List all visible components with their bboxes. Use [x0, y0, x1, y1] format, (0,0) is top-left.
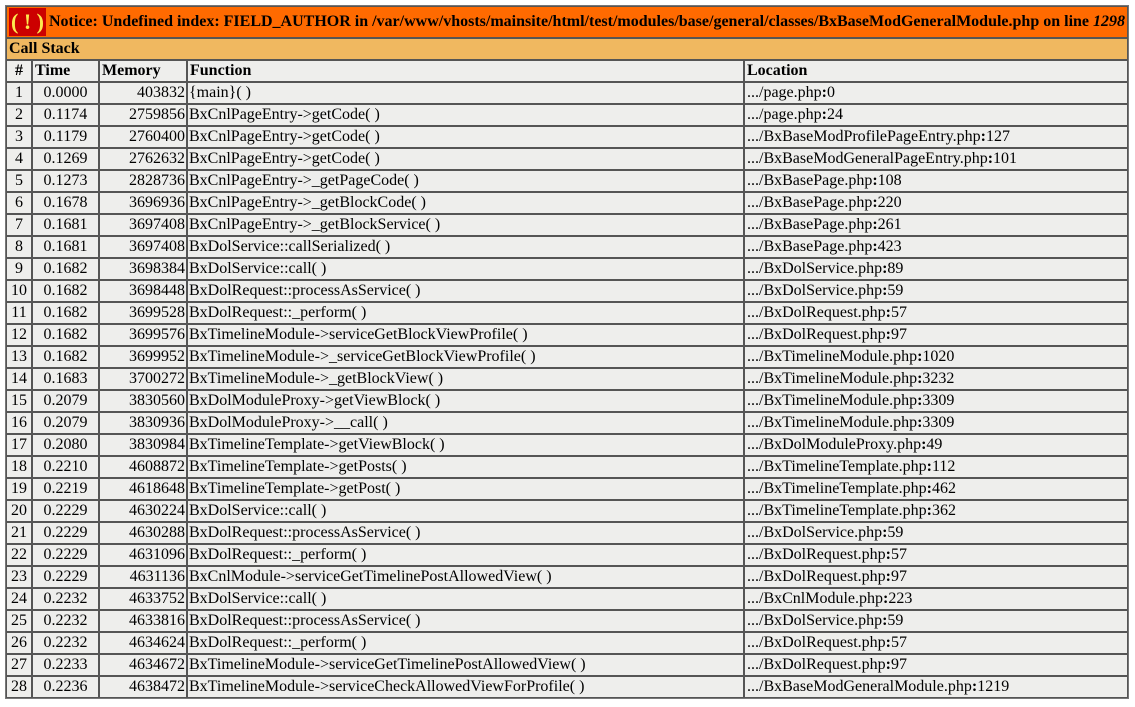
table-row [6, 324, 1128, 346]
location-line: 59 [887, 612, 904, 629]
frame-memory: 3830936 [99, 412, 187, 434]
column-header-index: # [6, 60, 32, 82]
frame-time: 0.1682 [32, 346, 99, 368]
frame-memory: 4633752 [99, 588, 187, 610]
table-row [6, 434, 1128, 456]
location-file: .../BxTimelineTemplate.php [747, 458, 927, 475]
location-file: .../BxDolRequest.php [747, 656, 886, 673]
frame-location [744, 214, 1128, 236]
frame-memory: 4634672 [99, 654, 187, 676]
table-row [6, 82, 1128, 104]
frame-time: 0.1681 [32, 214, 99, 236]
frame-memory: 3698448 [99, 280, 187, 302]
location-line: 108 [877, 172, 902, 189]
table-row [6, 148, 1128, 170]
frame-memory: 3699528 [99, 302, 187, 324]
frame-memory: 403832 [99, 82, 187, 104]
location-line: 3232 [922, 370, 955, 387]
table-row [6, 236, 1128, 258]
frame-index: 17 [6, 434, 32, 456]
frame-time: 0.2236 [32, 676, 99, 698]
table-row [6, 346, 1128, 368]
location-line: 3309 [922, 414, 955, 431]
location-separator: : [917, 392, 923, 409]
frame-index: 21 [6, 522, 32, 544]
location-separator: : [917, 414, 923, 431]
location-line: 423 [877, 238, 902, 255]
frame-time: 0.1174 [32, 104, 99, 126]
location-file: .../BxBaseModProfilePageEntry.php [747, 128, 981, 145]
frame-time: 0.2229 [32, 544, 99, 566]
table-row [6, 412, 1128, 434]
frame-function: {main}( ) [187, 82, 744, 104]
frame-time: 0.1682 [32, 258, 99, 280]
frame-location [744, 324, 1128, 346]
location-line: 59 [887, 282, 904, 299]
frame-function: BxDolRequest::_perform( ) [187, 544, 744, 566]
frame-memory: 2759856 [99, 104, 187, 126]
frame-memory: 4630224 [99, 500, 187, 522]
frame-time: 0.1269 [32, 148, 99, 170]
frame-location [744, 522, 1128, 544]
frame-time: 0.1273 [32, 170, 99, 192]
frame-memory: 3698384 [99, 258, 187, 280]
table-row [6, 478, 1128, 500]
frame-memory: 4608872 [99, 456, 187, 478]
location-line: 362 [931, 502, 956, 519]
frame-memory: 3696936 [99, 192, 187, 214]
location-line: 97 [891, 326, 907, 343]
error-line: 1298 [1093, 13, 1126, 30]
location-line: 97 [891, 656, 907, 673]
location-separator: : [821, 106, 827, 123]
frame-function: BxDolModuleProxy->__call( ) [187, 412, 744, 434]
frame-time: 0.1179 [32, 126, 99, 148]
frame-function: BxCnlPageEntry->getCode( ) [187, 104, 744, 126]
frame-index: 9 [6, 258, 32, 280]
frame-function: BxTimelineModule->_getBlockView( ) [187, 368, 744, 390]
frame-time: 0.2079 [32, 412, 99, 434]
frame-index: 15 [6, 390, 32, 412]
location-file: .../BxBaseModGeneralPageEntry.php [747, 150, 988, 167]
location-line: 223 [888, 590, 913, 607]
location-file: .../BxDolRequest.php [747, 568, 886, 585]
frame-location [744, 346, 1128, 368]
frame-time: 0.0000 [32, 82, 99, 104]
frame-index: 20 [6, 500, 32, 522]
table-row [6, 676, 1128, 698]
frame-location [744, 544, 1128, 566]
frame-index: 23 [6, 566, 32, 588]
frame-location [744, 236, 1128, 258]
frame-function: BxTimelineModule->serviceGetBlockViewProfile( ) [187, 324, 744, 346]
location-separator: : [926, 458, 932, 475]
location-line: 220 [877, 194, 902, 211]
frame-index: 19 [6, 478, 32, 500]
frame-function: BxDolService::call( ) [187, 588, 744, 610]
location-separator: : [926, 480, 932, 497]
location-file: .../BxTimelineTemplate.php [747, 480, 927, 497]
table-row [6, 280, 1128, 302]
table-row [6, 456, 1128, 478]
frame-location [744, 170, 1128, 192]
location-line: 3309 [922, 392, 955, 409]
table-row [6, 500, 1128, 522]
location-line: 97 [891, 568, 907, 585]
table-row [6, 588, 1128, 610]
location-separator: : [872, 216, 878, 233]
frame-index: 8 [6, 236, 32, 258]
column-header-memory: Memory [99, 60, 187, 82]
frame-index: 3 [6, 126, 32, 148]
frame-memory: 3697408 [99, 236, 187, 258]
frame-function: BxTimelineTemplate->getPost( ) [187, 478, 744, 500]
frame-function: BxDolRequest::_perform( ) [187, 302, 744, 324]
location-separator: : [882, 282, 888, 299]
frame-memory: 4631136 [99, 566, 187, 588]
frame-location [744, 632, 1128, 654]
call-stack-title-row [6, 38, 1128, 60]
location-file: .../BxBasePage.php [747, 194, 873, 211]
frame-index: 26 [6, 632, 32, 654]
frame-function: BxDolService::callSerialized( ) [187, 236, 744, 258]
frame-location [744, 478, 1128, 500]
location-file: .../BxTimelineModule.php [747, 370, 918, 387]
table-row [6, 126, 1128, 148]
location-file: .../BxBaseModGeneralModule.php [747, 678, 972, 695]
call-stack-body [6, 82, 1128, 698]
location-separator: : [872, 194, 878, 211]
frame-location [744, 126, 1128, 148]
frame-location [744, 610, 1128, 632]
table-row [6, 214, 1128, 236]
table-row [6, 566, 1128, 588]
frame-time: 0.1682 [32, 280, 99, 302]
table-row [6, 368, 1128, 390]
frame-time: 0.2079 [32, 390, 99, 412]
location-file: .../BxCnlModule.php [747, 590, 884, 607]
frame-function: BxCnlPageEntry->getCode( ) [187, 148, 744, 170]
frame-index: 6 [6, 192, 32, 214]
frame-index: 22 [6, 544, 32, 566]
column-header-location: Location [744, 60, 1128, 82]
frame-index: 24 [6, 588, 32, 610]
location-separator: : [883, 590, 889, 607]
frame-time: 0.1682 [32, 324, 99, 346]
frame-function: BxTimelineModule->serviceCheckAllowedViewForProfile( ) [187, 676, 744, 698]
location-separator: : [882, 260, 888, 277]
location-file: .../BxTimelineModule.php [747, 392, 918, 409]
frame-memory: 4634624 [99, 632, 187, 654]
frame-index: 13 [6, 346, 32, 368]
error-header-row [6, 6, 1128, 38]
frame-location [744, 676, 1128, 698]
frame-index: 5 [6, 170, 32, 192]
location-line: 24 [826, 106, 843, 123]
xdebug-error-table [5, 5, 1129, 699]
frame-time: 0.2210 [32, 456, 99, 478]
location-file: .../BxDolService.php [747, 260, 883, 277]
frame-location [744, 258, 1128, 280]
location-separator: : [917, 370, 923, 387]
frame-time: 0.2219 [32, 478, 99, 500]
frame-memory: 2760400 [99, 126, 187, 148]
frame-function: BxDolService::call( ) [187, 258, 744, 280]
location-line: 57 [891, 634, 907, 651]
frame-time: 0.1683 [32, 368, 99, 390]
location-file: .../BxTimelineModule.php [747, 348, 918, 365]
location-file: .../BxBasePage.php [747, 238, 873, 255]
column-header-row [6, 60, 1128, 82]
frame-index: 1 [6, 82, 32, 104]
frame-location [744, 390, 1128, 412]
location-separator: : [926, 502, 932, 519]
frame-memory: 3697408 [99, 214, 187, 236]
location-file: .../BxTimelineTemplate.php [747, 502, 927, 519]
frame-memory: 4633816 [99, 610, 187, 632]
location-line: 462 [931, 480, 956, 497]
exclamation-icon: ( ! ) [11, 9, 44, 34]
frame-index: 4 [6, 148, 32, 170]
location-separator: : [885, 304, 891, 321]
location-file: .../page.php [747, 106, 822, 123]
location-separator: : [885, 656, 891, 673]
location-separator: : [917, 348, 923, 365]
frame-memory: 2828736 [99, 170, 187, 192]
location-separator: : [885, 546, 891, 563]
frame-function: BxDolModuleProxy->getViewBlock( ) [187, 390, 744, 412]
frame-time: 0.2080 [32, 434, 99, 456]
frame-location [744, 434, 1128, 456]
location-line: 57 [891, 546, 907, 563]
frame-location [744, 148, 1128, 170]
frame-function: BxCnlModule->serviceGetTimelinePostAllowedView( ) [187, 566, 744, 588]
frame-time: 0.2232 [32, 588, 99, 610]
frame-memory: 4618648 [99, 478, 187, 500]
frame-index: 27 [6, 654, 32, 676]
frame-index: 16 [6, 412, 32, 434]
error-text: Notice: Undefined index: FIELD_AUTHOR in /var/www/vhosts/mainsite/html/test/modules/base/general/classes/BxBaseModGeneralModule.php on line [48, 13, 1094, 30]
location-file: .../BxBasePage.php [747, 216, 873, 233]
frame-time: 0.1682 [32, 302, 99, 324]
frame-memory: 3699576 [99, 324, 187, 346]
location-line: 49 [926, 436, 943, 453]
location-separator: : [885, 326, 891, 343]
frame-index: 14 [6, 368, 32, 390]
frame-location [744, 280, 1128, 302]
table-row [6, 258, 1128, 280]
frame-index: 25 [6, 610, 32, 632]
frame-index: 7 [6, 214, 32, 236]
error-message [6, 6, 1128, 38]
frame-location [744, 302, 1128, 324]
table-row [6, 192, 1128, 214]
location-separator: : [872, 172, 878, 189]
frame-time: 0.2233 [32, 654, 99, 676]
table-row [6, 390, 1128, 412]
location-file: .../BxDolRequest.php [747, 326, 886, 343]
frame-time: 0.2229 [32, 566, 99, 588]
frame-index: 2 [6, 104, 32, 126]
location-file: .../page.php [747, 84, 822, 101]
frame-function: BxCnlPageEntry->_getBlockService( ) [187, 214, 744, 236]
location-separator: : [882, 612, 888, 629]
table-row [6, 170, 1128, 192]
column-header-function: Function [187, 60, 744, 82]
frame-memory: 4630288 [99, 522, 187, 544]
frame-function: BxDolRequest::processAsService( ) [187, 610, 744, 632]
table-row [6, 522, 1128, 544]
frame-memory: 4638472 [99, 676, 187, 698]
frame-index: 18 [6, 456, 32, 478]
location-file: .../BxDolModuleProxy.php [747, 436, 922, 453]
frame-location [744, 500, 1128, 522]
frame-location [744, 654, 1128, 676]
frame-location [744, 368, 1128, 390]
frame-memory: 3830560 [99, 390, 187, 412]
location-line: 101 [993, 150, 1018, 167]
location-line: 0 [826, 84, 835, 101]
location-line: 59 [887, 524, 904, 541]
location-file: .../BxBasePage.php [747, 172, 873, 189]
location-separator: : [885, 634, 891, 651]
location-separator: : [921, 436, 927, 453]
frame-location [744, 192, 1128, 214]
frame-time: 0.1681 [32, 236, 99, 258]
table-row [6, 104, 1128, 126]
frame-time: 0.2232 [32, 610, 99, 632]
location-separator: : [980, 128, 986, 145]
frame-index: 12 [6, 324, 32, 346]
frame-index: 11 [6, 302, 32, 324]
location-separator: : [821, 84, 827, 101]
location-separator: : [885, 568, 891, 585]
frame-location [744, 588, 1128, 610]
table-row [6, 610, 1128, 632]
frame-time: 0.2232 [32, 632, 99, 654]
location-file: .../BxDolService.php [747, 612, 883, 629]
frame-index: 10 [6, 280, 32, 302]
frame-index: 28 [6, 676, 32, 698]
frame-memory: 3699952 [99, 346, 187, 368]
frame-function: BxCnlPageEntry->getCode( ) [187, 126, 744, 148]
frame-function: BxDolService::call( ) [187, 500, 744, 522]
location-file: .../BxDolRequest.php [747, 546, 886, 563]
frame-function: BxTimelineModule->serviceGetTimelinePostAllowedView( ) [187, 654, 744, 676]
location-line: 1219 [977, 678, 1010, 695]
location-line: 1020 [922, 348, 955, 365]
location-separator: : [987, 150, 994, 167]
location-file: .../BxTimelineModule.php [747, 414, 918, 431]
frame-location [744, 566, 1128, 588]
frame-time: 0.2229 [32, 522, 99, 544]
call-stack-title: Call Stack [6, 38, 1128, 60]
frame-memory: 2762632 [99, 148, 187, 170]
location-line: 89 [887, 260, 904, 277]
frame-location [744, 456, 1128, 478]
location-line: 127 [985, 128, 1010, 145]
table-row [6, 632, 1128, 654]
table-row [6, 302, 1128, 324]
frame-location [744, 412, 1128, 434]
frame-function: BxDolRequest::_perform( ) [187, 632, 744, 654]
table-row [6, 544, 1128, 566]
frame-function: BxCnlPageEntry->_getPageCode( ) [187, 170, 744, 192]
location-separator: : [872, 238, 878, 255]
location-file: .../BxDolRequest.php [747, 304, 886, 321]
location-line: 112 [931, 458, 956, 475]
column-header-time: Time [32, 60, 99, 82]
frame-function: BxDolRequest::processAsService( ) [187, 280, 744, 302]
location-line: 57 [891, 304, 907, 321]
location-line: 261 [877, 216, 902, 233]
frame-time: 0.2229 [32, 500, 99, 522]
table-row [6, 654, 1128, 676]
frame-location [744, 104, 1128, 126]
location-file: .../BxDolService.php [747, 282, 883, 299]
frame-memory: 4631096 [99, 544, 187, 566]
frame-function: BxTimelineTemplate->getPosts( ) [187, 456, 744, 478]
frame-function: BxDolRequest::processAsService( ) [187, 522, 744, 544]
location-file: .../BxDolRequest.php [747, 634, 886, 651]
location-separator: : [882, 524, 888, 541]
frame-function: BxCnlPageEntry->_getBlockCode( ) [187, 192, 744, 214]
frame-location [744, 82, 1128, 104]
location-separator: : [971, 678, 978, 695]
frame-time: 0.1678 [32, 192, 99, 214]
frame-memory: 3830984 [99, 434, 187, 456]
frame-function: BxTimelineTemplate->getViewBlock( ) [187, 434, 744, 456]
location-file: .../BxDolService.php [747, 524, 883, 541]
frame-memory: 3700272 [99, 368, 187, 390]
frame-function: BxTimelineModule->_serviceGetBlockViewProfile( ) [187, 346, 744, 368]
